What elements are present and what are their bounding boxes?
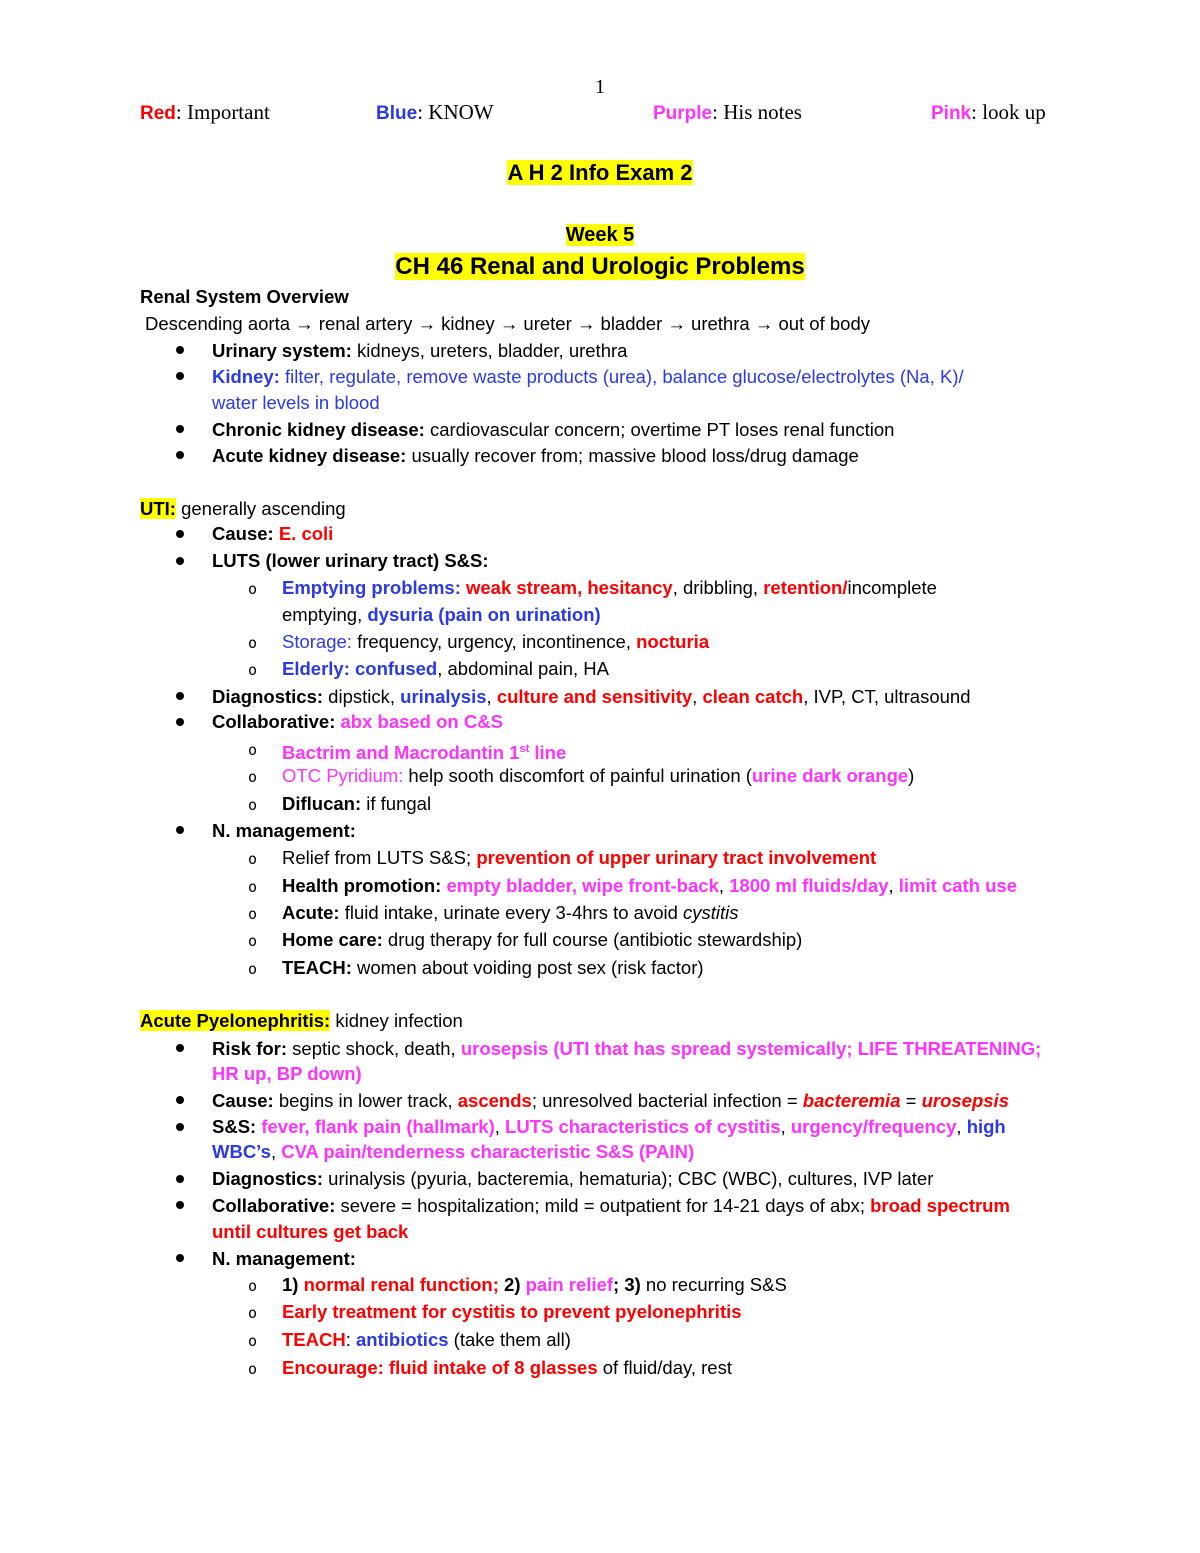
red-text: normal renal function; [303,1274,499,1295]
bullet-icon [176,1254,184,1262]
legend-purple-value: : His notes [712,100,802,124]
pyelo-collaborative [212,1194,1010,1218]
chapter-heading [0,253,1200,281]
item-label: Home care: [282,929,383,950]
teach-item [282,956,704,980]
item-label: Acute: [282,902,340,923]
item-label: Cause: [212,523,279,544]
item-text: drug therapy for full course (antibiotic stewardship) [382,929,803,950]
legend-blue-key: Blue [376,103,418,124]
red-text: Encourage: fluid intake of 8 glasses [282,1357,598,1378]
flow-step: Descending aorta [145,313,291,334]
right-arrow-icon: → [667,313,686,334]
sub-bullet-icon: o [248,905,258,923]
flow-step: ureter [523,313,572,334]
item-text: , [780,1116,791,1137]
item-text: , [718,875,730,896]
bullet-icon [176,451,184,459]
superscript: st [519,743,530,755]
item-label: Cause: [212,1090,274,1111]
item-text: , [270,1141,282,1162]
pyelo-risk [212,1037,1041,1061]
bullet-icon [176,1096,184,1104]
red-text: prevention of upper urinary tract involvement [476,847,877,868]
pyelo-teach-item [282,1328,571,1352]
italic-text: cystitis [683,902,739,923]
legend-pink [931,100,1046,125]
renal-overview-heading: Renal System Overview [140,286,349,307]
sub-bullet-icon: o [248,960,258,978]
item-label: Health promotion: [282,875,447,896]
item-text: if fungal [361,793,432,814]
item-text: , [888,875,899,896]
item-text: 1) [282,1274,304,1295]
item-text: , [956,1116,967,1137]
item-label: OTC Pyridium: [282,765,404,786]
item-text: ) [908,765,915,786]
pink-text: urgency/frequency [790,1116,957,1137]
legend-red-key: Red [140,103,176,124]
item-text: cardiovascular concern; overtime PT loses renal function [424,419,895,440]
right-arrow-icon: → [754,313,774,334]
early-treatment-item: Early treatment for cystitis to prevent pyelonephritis [282,1301,742,1322]
item-text: line [529,742,567,764]
item-text: Relief from LUTS S&S; [282,847,477,868]
red-text: culture and sensitivity [496,686,693,707]
bullet-icon [176,530,184,538]
color-legend [140,100,1060,126]
bullet-icon [176,1123,184,1131]
item-label: Storage: [282,631,352,652]
flow-step: bladder [600,313,663,334]
flow-step: out of body [778,313,870,334]
item-text: septic shock, death, [287,1038,461,1059]
emptying-problems [282,576,937,600]
emptying-problems-cont [282,603,601,627]
item-label: Kidney: [212,366,280,387]
bullet-icon [176,372,184,380]
legend-red [140,100,270,125]
right-arrow-icon: → [295,313,314,334]
right-arrow-icon: → [417,313,437,334]
item-text: , IVP, CT, ultrasound [803,686,971,707]
elderly-item [282,657,609,681]
pink-text: LUTS characteristics of cystitis [505,1116,781,1137]
item-text: no recurring S&S [645,1274,787,1295]
pyelo-diagnostics [212,1167,933,1191]
sub-bullet-icon: o [248,768,258,786]
item-label: TEACH [282,1329,346,1350]
home-care-item [282,928,802,952]
item-label: Diflucan: [282,793,362,814]
bullet-icon [176,826,184,834]
legend-blue [376,100,494,125]
bullet-icon [176,1044,184,1052]
pyelo-ss-cont [212,1140,694,1164]
red-text: weak stream, hesitancy [466,577,673,598]
bullet-icon [176,692,184,700]
item-label: Elderly: confused [282,658,438,679]
red-text: nocturia [636,631,710,652]
health-promotion-item [282,874,1017,898]
sub-bullet-icon: o [248,1277,258,1295]
week-heading-text: Week 5 [565,224,635,246]
sub-bullet-icon: o [248,850,258,868]
item-text: = [900,1090,922,1111]
sub-bullet-icon: o [248,661,258,679]
item-text: severe = hospitalization; mild = outpatient for 14-21 days of abx; [335,1195,871,1216]
storage-item [282,630,709,654]
ckd-item [212,418,894,442]
item-text: frequency, urgency, incontinence, [351,631,637,652]
blue-text: WBC’s [212,1141,271,1162]
red-text: ascends [457,1090,532,1111]
sub-bullet-icon: o [248,634,258,652]
item-text: Bactrim and Macrodantin 1 [282,742,520,764]
uti-luts: LUTS (lower urinary tract) S&S: [212,550,489,571]
item-text: of fluid/day, rest [597,1357,732,1378]
uti-heading [140,497,346,521]
item-text: filter, regulate, remove waste products (urea), balance glucose/electrolytes (Na, K)/ [279,366,964,387]
sub-bullet-icon: o [248,1360,258,1378]
document-title [0,160,1200,186]
pyelo-cause [212,1089,1009,1113]
item-label: TEACH: [282,957,352,978]
pyelo-n-management: N. management: [212,1248,356,1269]
uti-label: UTI: [140,498,176,519]
uti-cause [212,522,333,546]
red-text: retention/ [763,577,848,598]
legend-pink-key: Pink [931,103,972,124]
pyelo-collaborative-cont: until cultures get back [212,1221,409,1242]
urinary-system-item [212,339,627,363]
blue-text: antibiotics [356,1329,449,1350]
flow-step: kidney [441,313,495,334]
sub-bullet-icon: o [248,1332,258,1350]
item-text: (take them all) [448,1329,571,1350]
item-text: , [692,686,703,707]
item-text: , [486,686,497,707]
item-label: Diagnostics: [212,686,324,707]
pink-text: fever, flank pain (hallmark) [261,1116,495,1137]
right-arrow-icon: → [576,313,596,334]
item-text: ; 3) [613,1274,646,1295]
pink-text: urine dark orange [751,765,909,786]
item-text: begins in lower track, [273,1090,458,1111]
item-text: , dribbling, [672,577,764,598]
kidney-item-cont: water levels in blood [212,392,380,413]
legend-blue-value: : KNOW [417,100,494,124]
bullet-icon [176,718,184,726]
sub-bullet-icon: o [248,1304,258,1322]
item-text: dipstick, [323,686,401,707]
blue-text: dysuria (pain on urination) [367,604,601,625]
acute-item [282,901,739,925]
bullet-icon [176,1201,184,1209]
item-label: S&S: [212,1116,262,1137]
legend-red-value: : Important [175,100,270,124]
sub-bullet-icon: o [248,741,258,759]
flow-step: renal artery [318,313,413,334]
otc-pyridium-item [282,764,914,788]
pink-text: pain relief [525,1274,614,1295]
blue-text: urinalysis [400,686,487,707]
kidney-item [212,365,964,389]
renal-flow-line [145,312,870,336]
pink-text: CVA pain/tenderness characteristic S&S (PAIN) [281,1141,695,1162]
chapter-heading-text: CH 46 Renal and Urologic Problems [395,253,805,280]
item-text: kidneys, ureters, bladder, urethra [351,340,628,361]
pyelo-heading [140,1009,463,1033]
item-text: : [345,1329,357,1350]
page-number: 1 [595,76,605,98]
sub-bullet-icon: o [248,932,258,950]
pink-text: 1800 ml fluids/day [729,875,889,896]
item-label: Diagnostics: [212,1168,324,1189]
legend-purple-key: Purple [653,103,713,124]
item-text: usually recover from; massive blood loss/drug damage [406,445,859,466]
uti-n-management: N. management: [212,820,356,841]
sub-bullet-icon: o [248,796,258,814]
item-label: Chronic kidney disease: [212,419,425,440]
item-text: urinalysis (pyuria, bacteremia, hematuria); CBC (WBC), cultures, IVP later [323,1168,934,1189]
week-heading [0,224,1200,247]
pyelo-desc: kidney infection [330,1010,463,1031]
flow-step: urethra [691,313,750,334]
document-title-text: A H 2 Info Exam 2 [507,160,693,185]
right-arrow-icon: → [499,313,519,334]
item-text: ; unresolved bacterial infection = [531,1090,803,1111]
uti-diagnostics [212,685,971,709]
item-label: Acute kidney disease: [212,445,407,466]
italic-text: urosepsis [921,1090,1009,1111]
item-text: fluid intake, urinate every 3-4hrs to avoid [339,902,684,923]
blue-text: high [966,1116,1006,1137]
pyelo-risk-cont: HR up, BP down) [212,1063,362,1084]
item-text: E. coli [278,523,334,544]
item-text: women about voiding post sex (risk factor) [351,957,704,978]
pink-text: limit cath use [898,875,1018,896]
red-text: broad spectrum [870,1195,1010,1216]
item-text: incomplete [847,577,937,598]
goals-item [282,1273,787,1297]
pink-text: abx based on C&S [340,711,503,732]
item-label: Emptying problems: [282,577,466,598]
uti-desc: generally ascending [175,498,346,519]
uti-collaborative [212,710,503,734]
item-text: , abdominal pain, HA [437,658,609,679]
item-label: Collaborative: [212,711,341,732]
bactrim-item [282,737,566,765]
sub-bullet-icon: o [248,580,258,598]
item-label: Urinary system: [212,340,352,361]
bullet-icon [176,346,184,354]
pyelo-label: Acute Pyelonephritis: [140,1010,331,1031]
item-text: help sooth discomfort of painful urination ( [403,765,752,786]
akd-item [212,444,859,468]
item-text: , [494,1116,506,1137]
item-text: emptying, [282,604,368,625]
item-label: Collaborative: [212,1195,336,1216]
pyelo-ss [212,1115,1006,1139]
bullet-icon [176,1175,184,1183]
pink-text: empty bladder, wipe front-back [446,875,719,896]
legend-pink-value: : look up [971,100,1046,124]
encourage-item [282,1356,732,1380]
bullet-icon [176,425,184,433]
legend-purple [653,100,802,125]
italic-text: bacteremia [802,1090,901,1111]
pink-text: urosepsis (UTI that has spread systemically; LIFE THREATENING; [460,1038,1042,1059]
item-text: 2) [498,1274,526,1295]
relief-item [282,846,876,870]
item-label: Risk for: [212,1038,288,1059]
sub-bullet-icon: o [248,878,258,896]
red-text: clean catch [702,686,804,707]
bullet-icon [176,557,184,565]
diflucan-item [282,792,431,816]
